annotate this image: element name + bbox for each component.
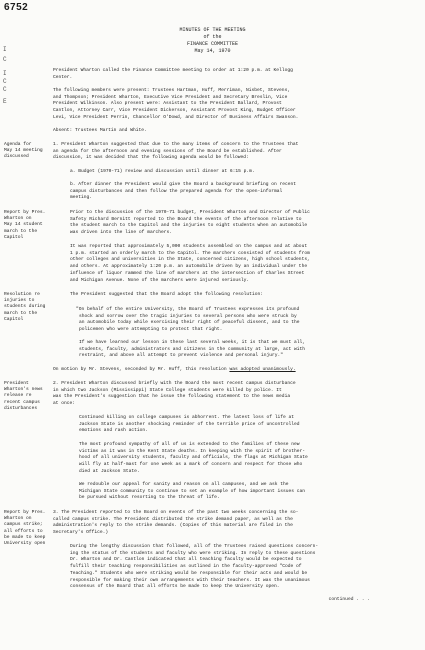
resolution-line: If we have learned our lesson in these last several weeks, it is that we must all, [79,340,306,345]
item3b-line: ing the status of the students and faculty who were striking. In reply to these questions [70,550,316,556]
resolution-intro: The President suggested that the Board adopt the following resolution: [70,292,263,297]
sidenote-strike: Report by Pres. [4,510,46,515]
statement-line: be pursued without resorting to the threat of life. [79,495,220,501]
statement-line: We redouble our appeal for sanity and reason on all campuses, and we ask the [79,482,289,487]
sidenote-news-release: recent campus [4,399,40,405]
item1b-line: meeting. [70,195,93,201]
edge-mark: C [3,86,7,93]
report2-line: and Michigan Avenue. None of the marchers were injured seriously. [70,277,250,283]
sidenote-strike: campus strike; [4,522,43,528]
report2-line: It was reported that approximately 5,000 students assembled on the campus and at about [70,244,308,249]
resolution-line: students, faculty, administrators and citizens in the community at large, act with [79,346,306,352]
sidenote-march-report: Wharton on [4,216,32,222]
item1b-line: b. After dinner the President would give the Board a background briefing on recent [70,182,297,187]
sidenote-march-report: march to the [4,228,38,234]
intro-line: Center. [53,74,73,80]
sidenote-resolution: students during [4,304,46,310]
statement-line: victims as it was in the Kent State deaths. In keeping with the spirit of brother- [79,448,306,454]
sidenote-strike: all efforts to [4,528,43,534]
sidenote-resolution: Capitol [4,316,24,322]
resolution-line: "On behalf of the entire University, the Board of Trustees expresses its profound [76,307,300,312]
statement-line: died at Jackson State. [79,468,140,474]
motion-text: On motion by Mr. Stevens, seconded by Mr. Huff, this resolution [53,367,230,372]
report1-line: was driven into the line of marchers. [70,230,172,236]
item3b-line: During the lengthy discussion that followed, all of the Trustees raised questions concern- [70,544,319,549]
committee-name: FINANCE COMMITTEE [186,41,238,47]
statement-line: Jackson State is another shocking reminder of the terrible price of uncontrolled [79,421,300,427]
report2-line: 1 p.m. started an orderly march to the Capitol. The marchers consisted of students from [70,250,310,256]
sidenote-resolution: Resolution re [4,292,40,297]
item3b-line: Dr. Wharton and Dr. Cantlon indicated that all teaching faculty would be expected to [70,557,302,563]
report2-line: and others. At approximately 1:20 p.m. an automobile driven by an individual under the [70,264,308,270]
item3b-line: responsible for making their own arrangements with their teachers. It was the unanimous [70,577,310,583]
sidenote-agenda: discussed [4,154,29,160]
item2-line: was the President's suggestion that he issue the following statement to the news media [53,394,291,400]
report1-line: Safety Richard Bernitt reported to the Board the events of the afternoon relative to [70,216,302,222]
members-line: Cantlon, Attorney Carr, Vice President Dickerson, Assistant Provost King, Budget Officer [53,108,296,114]
statement-line: The most profound sympathy of all of us is extended to the families of these new [79,442,300,447]
edge-mark: I [3,46,7,53]
item1-line: discussion, it was decided that the following agenda would be followed: [53,155,249,161]
item3-line: Secretary's Office.) [53,530,109,536]
absent-line: Absent: Trustees Martin and White. [53,128,147,133]
item2-line: at once: [53,401,76,407]
members-line: President Wilkinson. Also present were: Assistant to the President Ballard, Provost [53,101,282,107]
edge-mark: E [3,98,7,105]
sidenote-march-report: Report by Pres. [4,210,46,215]
resolution-line: policemen who were attempting to protect that right. [79,327,223,333]
motion-line [53,367,296,374]
report2-line: other colleges and universities in the State, concerned citizens, high school students, [70,257,310,263]
continued-note: continued . . . [328,597,370,602]
sidenote-resolution: injuries to [4,298,35,304]
item3b-line: fulfill their teaching responsibilities as outlined in the faculty-approved "Code of [70,564,302,570]
statement-line: will fly at half-mast for one week as a mark of concern and respect for those who [79,462,303,468]
statement-line: hood of all university students, faculty and officials, the flags at Michigan State [79,455,308,461]
edge-mark: C [3,56,7,63]
item1a-line: a. Budget (1970-71) review and discussion until dinner at 6:15 p.m. [70,169,255,174]
sidenote-news-release: President [4,381,29,386]
item1-line: an agenda for the afternoon and evening sessions of the Board be established. After [53,148,282,154]
edge-mark: C [3,78,7,85]
members-line: The following members were present: Trustees Hartman, Huff, Merriman, Nisbet, Stevens, [53,88,291,93]
meeting-date: May 14, 1970 [194,48,231,54]
item3b-line: consensus of the Board that all efforts be made to keep the University open. [70,584,280,590]
item3b-line: Teaching." Students who were striking would be responsible for their acts and would be [70,570,308,576]
item3-line: called campus strike. The President distributed the strike demand paper, as well as the [53,516,293,522]
sidenote-resolution: march to the [4,310,38,316]
page-number: 6752 [4,2,29,13]
sidenote-strike: be made to keep [4,534,46,540]
statement-line: Continued killing on college campuses is abhorrent. The latest loss of life at [79,415,295,420]
resolution-line: restraint, and above all attempt to prevent violence and personal injury." [79,353,283,359]
sidenote-march-report: May 14 student [4,222,43,228]
statement-line: emotions and rash action. [79,428,148,434]
members-line: and Thompson; President Wharton, Executive Vice President and Secretary Breslin, Vice [53,94,288,100]
item1b-line: campus disturbances and then follow the prepared agenda for the open-informal [70,188,283,194]
statement-line: Michigan State community to continue to set an example of how important issues can [79,488,306,494]
minutes-of-the: of the [203,34,222,40]
item2-line: 2. President Wharton discussed briefly with the Board the most recent campus disturbance [53,381,296,386]
resolution-line: shock and sorrow over the tragic injuries to several persons who were struck by [79,313,297,319]
minutes-title: MINUTES OF THE MEETING [179,27,246,33]
edge-mark: I [3,70,7,77]
sidenote-strike: University open [4,541,46,546]
motion-result: was adopted unanimously. [229,367,296,372]
report1-line: the student march to the Capitol and the injuries to eight students when an automobile [70,223,308,229]
item3-line: 3. The President reported to the Board on events of the past two weeks concerning the so- [53,510,299,515]
sidenote-agenda: Agenda for [4,142,32,147]
sidenote-strike: Wharton on [4,516,32,522]
item1-line: 1. President Wharton suggested that due to the many items of concern to the Trustees that [53,142,299,147]
members-line: Levi, Vice President Perrin, Chancellor O'Dowd, and Director of Business Affairs Swanson. [53,114,299,120]
sidenote-march-report: Capitol [4,234,24,240]
sidenote-news-release: release re [4,393,32,399]
report2-line: influence of liquor rammed the line of marchers at the intersection of Charles Street [70,270,305,276]
report1-line: Prior to the discussion of the 1970-71 budget, President Wharton and Director of Public [70,210,310,215]
sidenote-news-release: disturbances [4,405,38,411]
sidenote-news-release: Wharton's news [4,387,43,393]
item2-line: in which two Jackson (Mississippi) State College students were killed by police. It [53,387,282,393]
sidenote-agenda: May 14 meeting [4,148,43,154]
resolution-line: an automobile today while exercising their right of peaceful dissent, and to the [79,320,300,326]
item3-line: administration's reply to the strike demands. (Copies of this material are filed in the [53,523,293,529]
intro-line: President Wharton called the Finance Committee meeting to order at 1:20 p.m. at Kellogg [53,68,293,73]
